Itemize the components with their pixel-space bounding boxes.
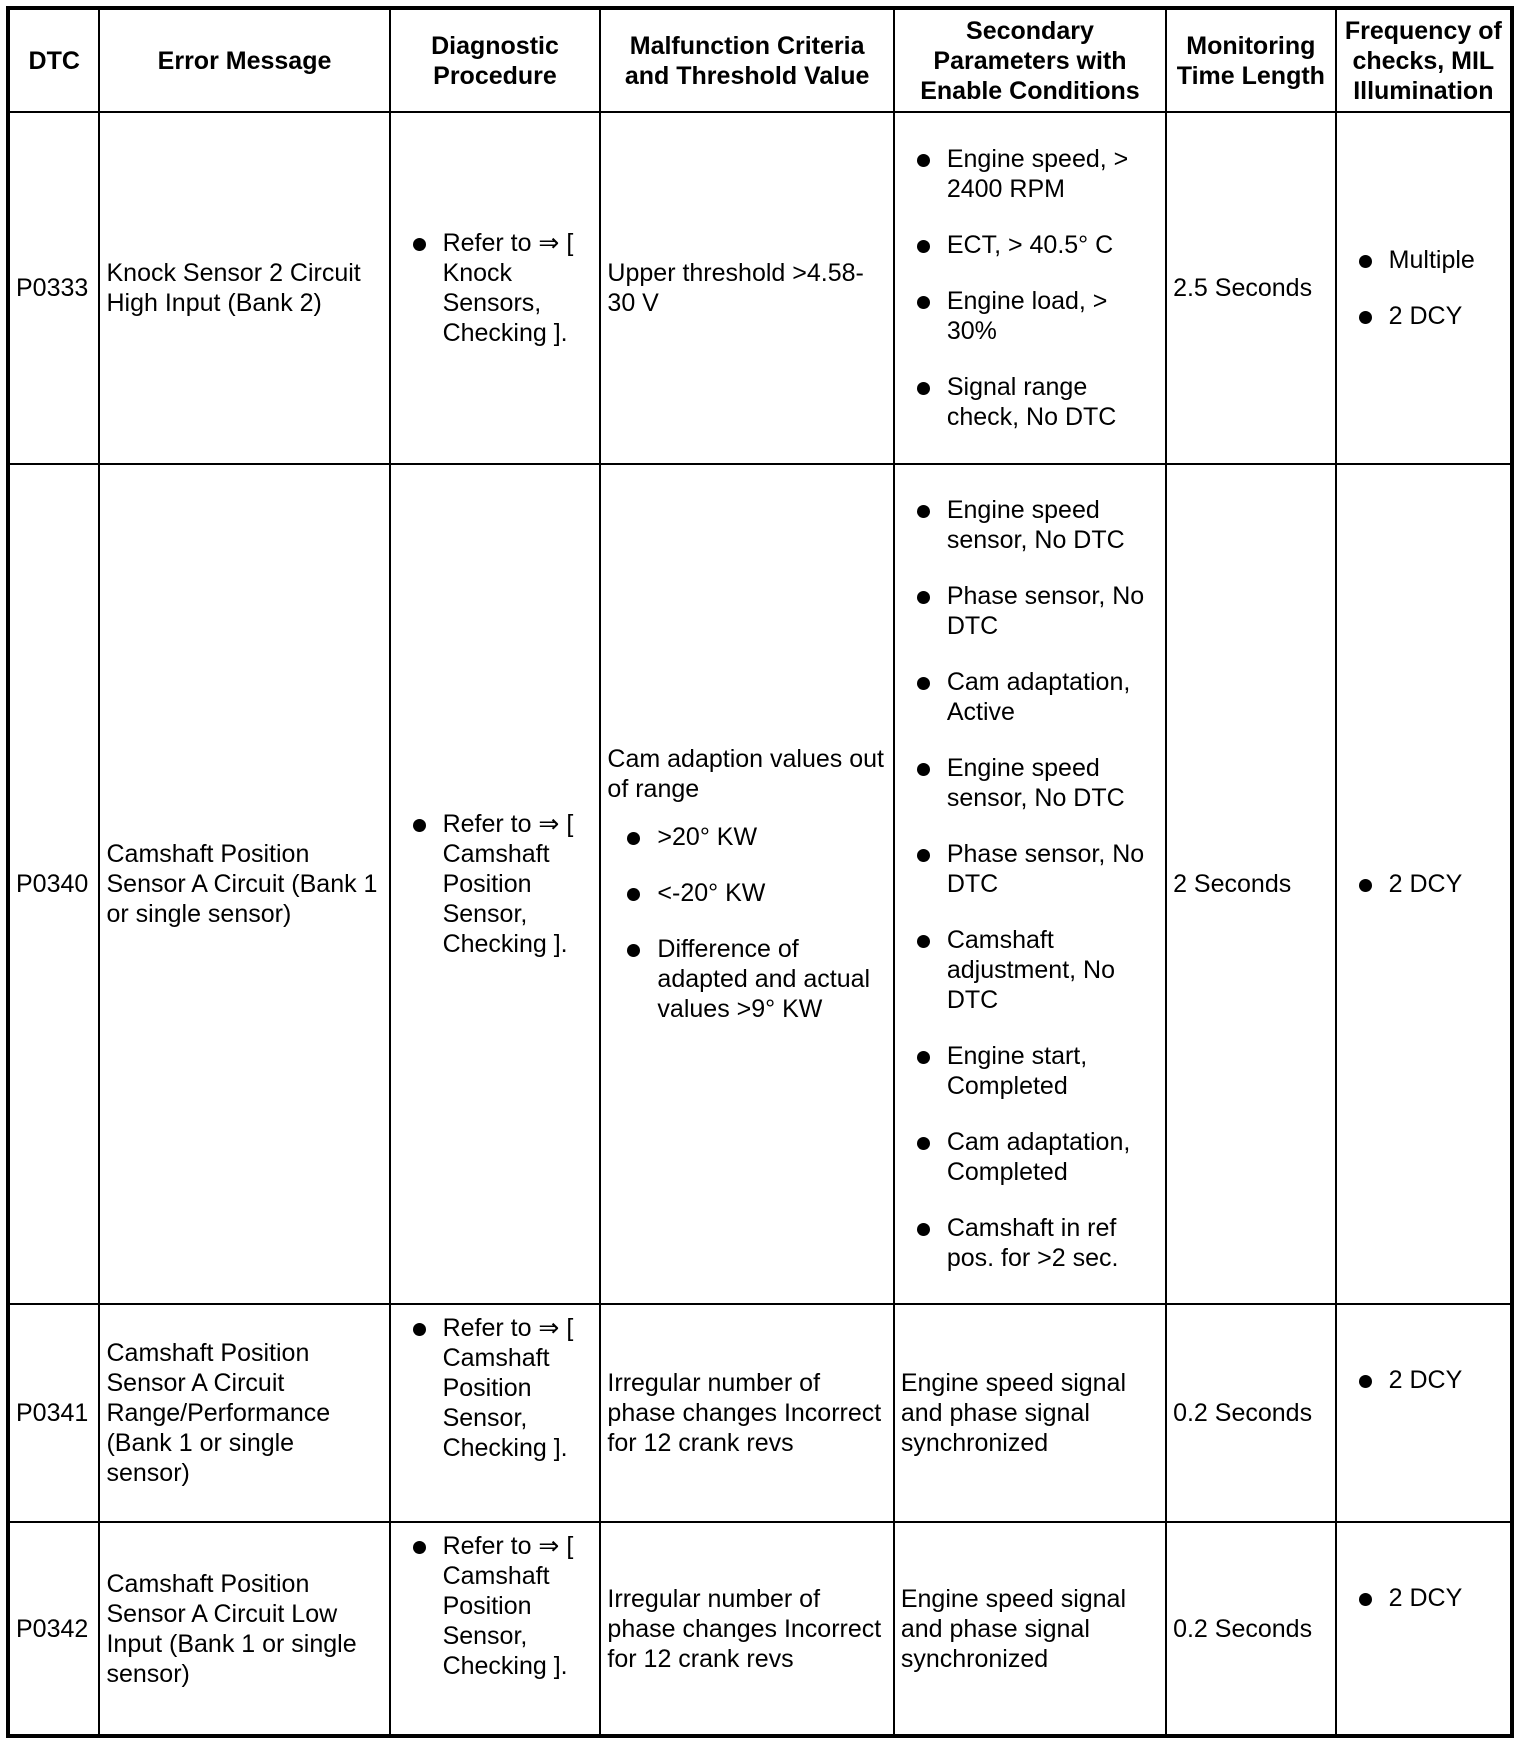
- header-row: [8, 8, 1512, 112]
- secondary-item-text: Engine speed sensor, No DTC: [946, 496, 1125, 554]
- secondary-item: [901, 581, 1159, 641]
- table-row: [8, 464, 1512, 1304]
- bullet-icon: [627, 888, 640, 901]
- secondary-item-text: Camshaft adjustment, No DTC: [946, 926, 1115, 1014]
- frequency-cell: [1336, 1304, 1512, 1522]
- dtc-table: [6, 6, 1514, 1738]
- bullet-icon: [917, 505, 930, 518]
- bullet-icon: [1359, 879, 1372, 892]
- frequency-item-text: 2 DCY: [1388, 1584, 1463, 1612]
- error-message: Camshaft Position Sensor A Circuit Range/Performance (Bank 1 or single sensor): [99, 1304, 389, 1522]
- header-secondary-parameters: Secondary Parameters with Enable Conditions: [894, 8, 1166, 112]
- malfunction-criteria-cell: [600, 464, 893, 1304]
- frequency-item: [1343, 301, 1504, 331]
- error-message: Camshaft Position Sensor A Circuit Low Input (Bank 1 or single sensor): [99, 1522, 389, 1736]
- table-row: [8, 112, 1512, 464]
- secondary-item: [901, 372, 1159, 432]
- procedure-item: [397, 809, 594, 959]
- secondary-item: [901, 1213, 1159, 1273]
- bullet-icon: [917, 382, 930, 395]
- procedure-item: [397, 1531, 594, 1681]
- bullet-icon: [917, 763, 930, 776]
- bullet-icon: [917, 240, 930, 253]
- header-monitoring-time: Monitoring Time Length: [1166, 8, 1336, 112]
- bullet-icon: [413, 1323, 426, 1336]
- criteria-item: [607, 934, 886, 1024]
- secondary-item-text: Engine start, Completed: [946, 1042, 1088, 1100]
- secondary-item-text: ECT, > 40.5° C: [946, 231, 1114, 259]
- bullet-icon: [1359, 255, 1372, 268]
- malfunction-criteria: Irregular number of phase changes Incorrect for 12 crank revs: [600, 1522, 893, 1736]
- bullet-icon: [1359, 1375, 1372, 1388]
- monitoring-time: 0.2 Seconds: [1166, 1304, 1336, 1522]
- secondary-item-text: Engine speed sensor, No DTC: [946, 754, 1125, 812]
- secondary-parameters: Engine speed signal and phase signal synchronized: [894, 1304, 1166, 1522]
- secondary-item: [901, 839, 1159, 899]
- bullet-icon: [1359, 1593, 1372, 1606]
- secondary-parameters-cell: [894, 112, 1166, 464]
- bullet-icon: [917, 1223, 930, 1236]
- secondary-item: [901, 1127, 1159, 1187]
- secondary-item: [901, 495, 1159, 555]
- malfunction-criteria: Cam adaption values out of range: [607, 745, 884, 803]
- procedure-link-text[interactable]: Refer to ⇒ [ Camshaft Position Sensor, Checking ].: [442, 810, 574, 958]
- secondary-item: [901, 753, 1159, 813]
- header-error-message: Error Message: [99, 8, 389, 112]
- bullet-icon: [413, 238, 426, 251]
- criteria-item-text: Difference of adapted and actual values >9° KW: [657, 935, 871, 1023]
- diagnostic-procedure-cell: [390, 112, 601, 464]
- diagnostic-procedure-cell: [390, 464, 601, 1304]
- frequency-item: [1343, 1583, 1504, 1613]
- bullet-icon: [917, 1051, 930, 1064]
- bullet-icon: [413, 819, 426, 832]
- criteria-item-text: >20° KW: [657, 823, 758, 851]
- table-row: [8, 1522, 1512, 1736]
- monitoring-time: 2 Seconds: [1166, 464, 1336, 1304]
- procedure-link-text[interactable]: Refer to ⇒ [ Camshaft Position Sensor, Checking ].: [442, 1532, 574, 1680]
- secondary-item-text: Cam adaptation, Completed: [946, 1128, 1131, 1186]
- frequency-cell: [1336, 464, 1512, 1304]
- criteria-item-text: <-20° KW: [657, 879, 766, 907]
- monitoring-time: 0.2 Seconds: [1166, 1522, 1336, 1736]
- secondary-parameters: Engine speed signal and phase signal synchronized: [894, 1522, 1166, 1736]
- bullet-icon: [917, 296, 930, 309]
- criteria-item: [607, 822, 886, 852]
- frequency-item-text: Multiple: [1388, 246, 1475, 274]
- table-row: [8, 1304, 1512, 1522]
- secondary-item: [901, 230, 1159, 260]
- header-malfunction-criteria: Malfunction Criteria and Threshold Value: [600, 8, 893, 112]
- procedure-link-text[interactable]: Refer to ⇒ [ Knock Sensors, Checking ].: [442, 229, 574, 347]
- secondary-item: [901, 144, 1159, 204]
- diagnostic-procedure-cell: [390, 1522, 601, 1736]
- bullet-icon: [917, 591, 930, 604]
- secondary-item: [901, 667, 1159, 727]
- bullet-icon: [627, 832, 640, 845]
- frequency-cell: [1336, 112, 1512, 464]
- bullet-icon: [627, 944, 640, 957]
- secondary-parameters-cell: [894, 464, 1166, 1304]
- secondary-item-text: Camshaft in ref pos. for >2 sec.: [946, 1214, 1119, 1272]
- procedure-link-text[interactable]: Refer to ⇒ [ Camshaft Position Sensor, Checking ].: [442, 1314, 574, 1462]
- procedure-item: [397, 1313, 594, 1463]
- dtc-code: P0340: [8, 464, 99, 1304]
- bullet-icon: [917, 677, 930, 690]
- frequency-item-text: 2 DCY: [1388, 870, 1463, 898]
- diagnostic-procedure-cell: [390, 1304, 601, 1522]
- dtc-code: P0333: [8, 112, 99, 464]
- frequency-item-text: 2 DCY: [1388, 302, 1463, 330]
- secondary-item-text: Cam adaptation, Active: [946, 668, 1131, 726]
- procedure-item: [397, 228, 594, 348]
- dtc-code: P0342: [8, 1522, 99, 1736]
- malfunction-criteria: Upper threshold >4.58-30 V: [600, 112, 893, 464]
- monitoring-time: 2.5 Seconds: [1166, 112, 1336, 464]
- frequency-item: [1343, 869, 1504, 899]
- frequency-item-text: 2 DCY: [1388, 1366, 1463, 1394]
- dtc-code: P0341: [8, 1304, 99, 1522]
- bullet-icon: [917, 935, 930, 948]
- secondary-item: [901, 1041, 1159, 1101]
- header-diagnostic-procedure: Diagnostic Procedure: [390, 8, 601, 112]
- bullet-icon: [1359, 311, 1372, 324]
- bullet-icon: [917, 849, 930, 862]
- secondary-item-text: Engine load, > 30%: [946, 287, 1108, 345]
- bullet-icon: [917, 1137, 930, 1150]
- header-frequency: Frequency of checks, MIL Illumination: [1336, 8, 1512, 112]
- error-message: Knock Sensor 2 Circuit High Input (Bank 2): [99, 112, 389, 464]
- secondary-item-text: Engine speed, > 2400 RPM: [946, 145, 1129, 203]
- malfunction-criteria: Irregular number of phase changes Incorrect for 12 crank revs: [600, 1304, 893, 1522]
- error-message: Camshaft Position Sensor A Circuit (Bank 1 or single sensor): [99, 464, 389, 1304]
- secondary-item: [901, 925, 1159, 1015]
- frequency-item: [1343, 245, 1504, 275]
- header-dtc: DTC: [8, 8, 99, 112]
- criteria-item: [607, 878, 886, 908]
- bullet-icon: [413, 1541, 426, 1554]
- frequency-item: [1343, 1365, 1504, 1395]
- secondary-item: [901, 286, 1159, 346]
- secondary-item-text: Signal range check, No DTC: [946, 373, 1117, 431]
- secondary-item-text: Phase sensor, No DTC: [946, 840, 1145, 898]
- secondary-item-text: Phase sensor, No DTC: [946, 582, 1145, 640]
- frequency-cell: [1336, 1522, 1512, 1736]
- bullet-icon: [917, 154, 930, 167]
